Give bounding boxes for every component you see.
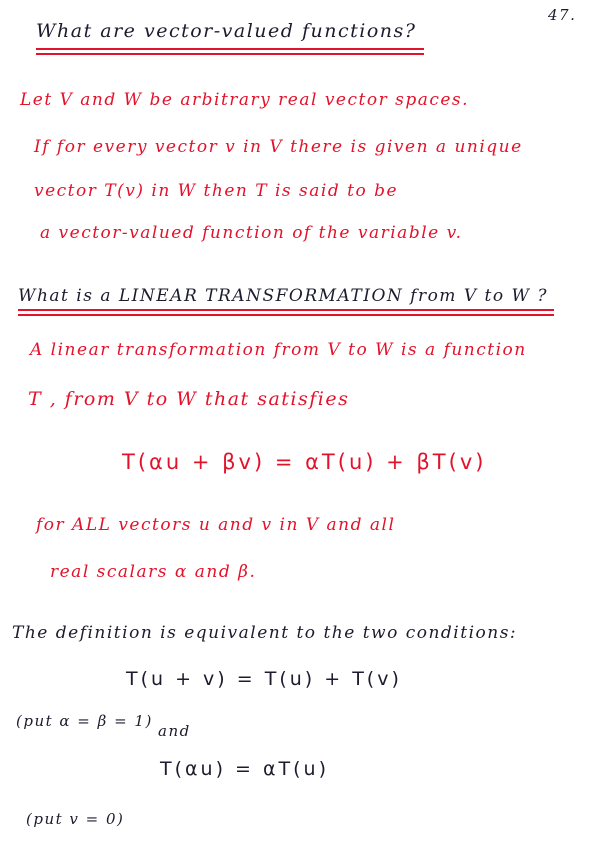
- page-number: 47.: [548, 6, 577, 24]
- linearity-formula: T(αu + βv) = αT(u) + βT(v): [122, 450, 487, 474]
- answer-1-line-4: a vector-valued function of the variable v.: [40, 223, 463, 243]
- answer-1-line-3: vector T(v) in W then T is said to be: [34, 181, 399, 201]
- and-connector: and: [158, 722, 191, 740]
- condition-1-note: (put α = β = 1): [16, 712, 153, 730]
- condition-additivity: T(u + v) = T(u) + T(v): [126, 668, 402, 690]
- question-2-underline-top: [18, 309, 554, 311]
- answer-2-line-3: for ALL vectors u and v in V and all: [36, 515, 396, 535]
- answer-2-line-2: T , from V to W that satisfies: [28, 388, 350, 410]
- answer-2-line-1: A linear transformation from V to W is a function: [30, 340, 527, 360]
- answer-1-line-2: If for every vector v in V there is given a unique: [34, 137, 523, 157]
- question-2-underline-bottom: [18, 314, 554, 316]
- answer-1-line-1: Let V and W be arbitrary real vector spaces.: [20, 90, 470, 110]
- question-1-underline-top: [36, 48, 424, 50]
- answer-2-line-4: real scalars α and β.: [50, 562, 257, 582]
- question-1-underline-bottom: [36, 53, 424, 55]
- question-2-heading: What is a LINEAR TRANSFORMATION from V to W ?: [18, 286, 548, 306]
- condition-2-note: (put v = 0): [26, 810, 125, 828]
- condition-homogeneity: T(αu) = αT(u): [160, 758, 329, 780]
- question-1-heading: What are vector-valued functions?: [36, 20, 417, 42]
- equivalence-intro: The definition is equivalent to the two conditions:: [12, 623, 518, 643]
